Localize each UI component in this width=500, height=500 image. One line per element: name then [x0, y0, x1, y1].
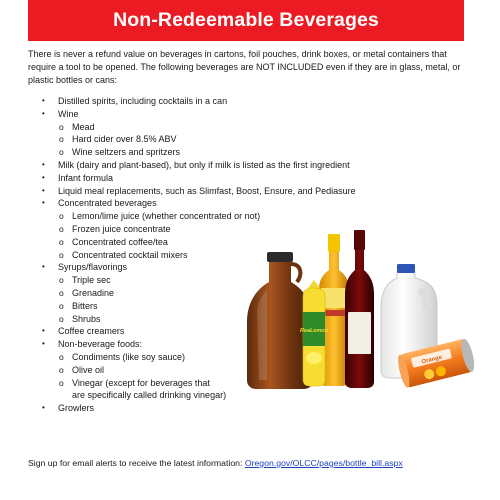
list-item: • Infant formula	[42, 172, 114, 183]
page-title-banner	[28, 0, 464, 41]
sub-bullet-icon: o	[59, 275, 64, 286]
list-item: • Distilled spirits, including cocktails in a can	[42, 96, 228, 106]
intro-paragraph: There is never a refund value on beverages in cartons, foil pouches, drink boxes, or metal containers that require a tool to be opened. The following beverages are NOT INCLUDED even if they are in glass, metal, or plastic bottles or cans:	[28, 49, 461, 85]
bullet-icon: •	[42, 172, 45, 182]
sub-list-item: o Frozen juice concentrate	[59, 223, 171, 234]
sub-list-item: o Hard cider over 8.5% ABV	[59, 134, 177, 145]
bullet-icon: •	[42, 198, 45, 208]
sub-bullet-icon: o	[59, 300, 64, 311]
list-item: • Growlers	[42, 403, 95, 414]
sub-list-item: o Wine seltzers and spritzers	[59, 147, 181, 158]
list-item: • Coffee creamers	[42, 326, 125, 337]
wine-bottle	[345, 230, 374, 388]
sub-list-item: o Concentrated cocktail mixers	[59, 249, 188, 260]
bullet-icon: •	[42, 326, 45, 336]
sub-list-item: o Mead	[59, 121, 95, 132]
bullet-icon: •	[42, 339, 45, 349]
lemon-label-text: ReaLemon	[299, 328, 329, 334]
list-item: • Non-beverage foods:	[42, 339, 143, 350]
sub-list-item-continuation: are specifically called drinking vinegar)	[72, 390, 227, 401]
list-item: • Wine	[42, 108, 79, 119]
can-label-text: Orange	[420, 354, 443, 366]
sub-list-item: o Vinegar (except for beverages that	[59, 377, 210, 388]
bottle-bill-link[interactable]: Oregon.gov/OLCC/pages/bottle_bill.aspx	[244, 458, 403, 468]
bullet-icon: •	[42, 108, 45, 118]
sub-bullet-icon: o	[59, 364, 64, 375]
bullet-icon: •	[42, 262, 45, 272]
sub-list-item: o Bitters	[59, 300, 98, 311]
sub-list-item: o Condiments (like soy sauce)	[59, 351, 186, 362]
sub-bullet-icon: o	[59, 236, 64, 247]
footer	[28, 457, 478, 469]
bullet-icon: •	[42, 403, 45, 413]
sub-bullet-icon: o	[59, 313, 64, 324]
sub-bullet-icon: o	[59, 377, 64, 388]
sub-bullet-icon: o	[59, 351, 64, 362]
sub-bullet-icon: o	[59, 287, 64, 298]
bullet-icon: •	[42, 159, 45, 169]
sub-bullet-icon: o	[59, 223, 64, 234]
list-item: • Liquid meal replacements, such as Slimfast, Boost, Ensure, and Pediasure	[42, 185, 356, 196]
footer-text: Sign up for email alerts to receive the latest information:	[28, 458, 245, 468]
sub-list-item: o Shrubs	[59, 313, 101, 324]
sub-bullet-icon: o	[59, 147, 64, 158]
sub-list-item: o Triple sec	[59, 275, 111, 286]
sub-list-item: o Olive oil	[59, 364, 105, 375]
bullet-icon: •	[42, 185, 45, 195]
bullet-icon: •	[42, 96, 45, 105]
sub-list-item: o Lemon/lime juice (whether concentrated or not)	[59, 211, 261, 222]
lemon-juice-bottle	[300, 280, 329, 386]
sub-bullet-icon: o	[59, 121, 64, 132]
beverage-containers-illustration	[247, 230, 479, 390]
sub-bullet-icon: o	[59, 211, 64, 222]
sub-list-item: o Grenadine	[59, 287, 115, 298]
list-item: • Concentrated beverages	[42, 198, 157, 209]
list-item: • Milk (dairy and plant-based), but only if milk is listed as the first ingredient	[42, 159, 350, 170]
sub-bullet-icon: o	[59, 134, 64, 145]
sub-list-item: o Concentrated coffee/tea	[59, 236, 168, 247]
page-title: Non-Redeemable Beverages	[113, 9, 379, 31]
list-item: • Syrups/flavorings	[42, 262, 128, 273]
sub-bullet-icon: o	[59, 249, 64, 260]
